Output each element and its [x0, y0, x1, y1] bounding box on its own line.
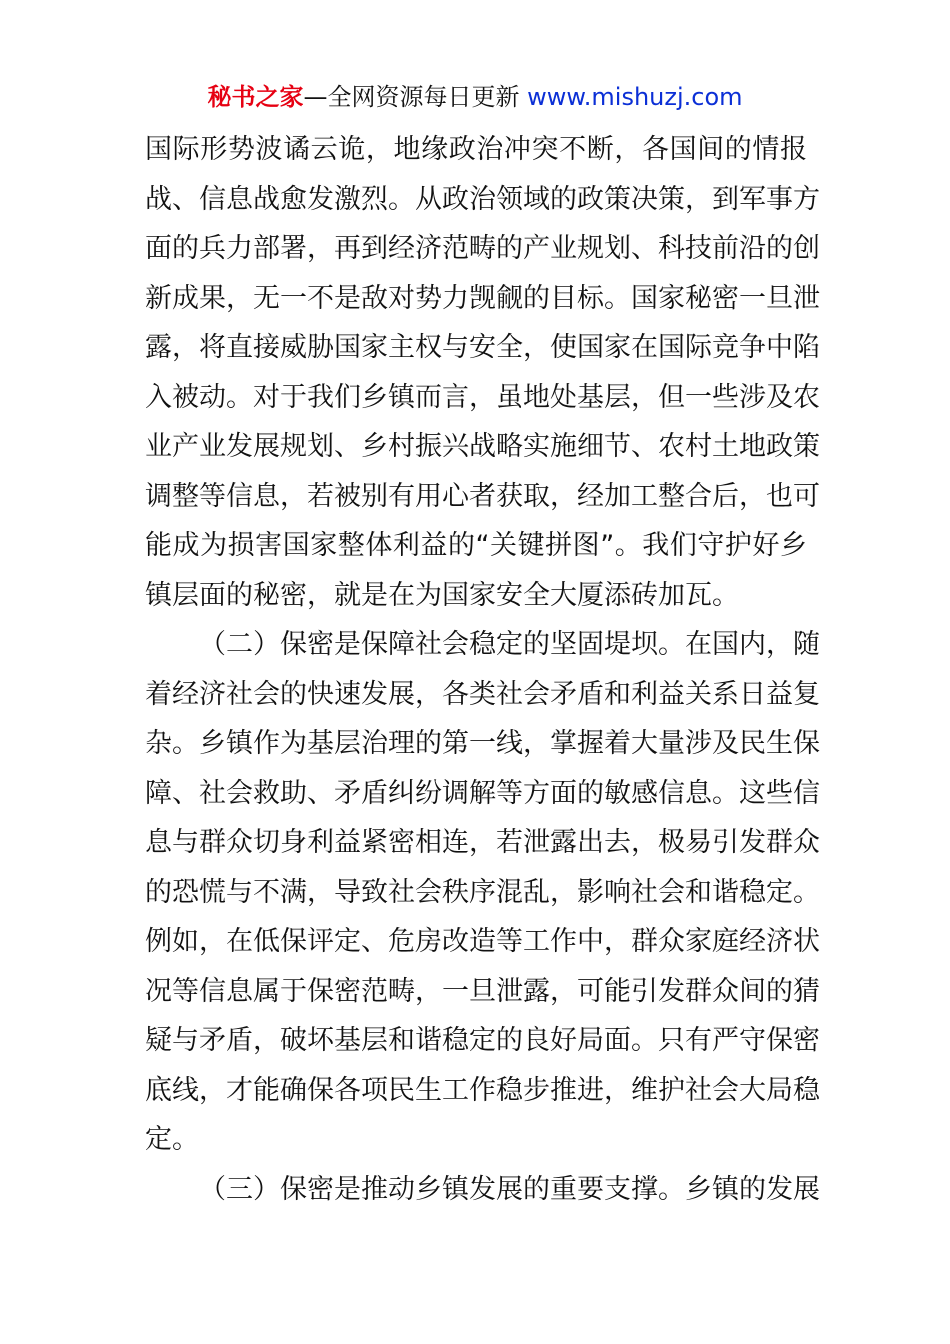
text-line: 国际形势波谲云诡，地缘政治冲突不断，各国间的情报 — [145, 134, 807, 165]
text-line: 况等信息属于保密范畴，一旦泄露，可能引发群众间的猜 — [145, 975, 820, 1007]
text-line: 疑与矛盾，破坏基层和谐稳定的良好局面。只有严守保密 — [145, 1025, 820, 1056]
header-brand: 秘书之家 — [207, 83, 304, 111]
text-line: 杂。乡镇作为基层治理的第一线，掌握着大量涉及民生保 — [145, 728, 820, 759]
section-heading-line: （二）保密是保障社会稳定的坚固堤坝。在国内，随 — [199, 629, 820, 660]
text-line: 的恐慌与不满，导致社会秩序混乱，影响社会和谐稳定。 — [145, 876, 820, 908]
header-tagline: —全网资源每日更新 — [303, 83, 528, 111]
text-line: 战、信息战愈发激烈。从政治领域的政策决策，到军事方 — [145, 183, 820, 215]
text-line: 底线，才能确保各项民生工作稳步推进，维护社会大局稳 — [145, 1074, 820, 1106]
text-line: 镇层面的秘密，就是在为国家安全大厦添砖加瓦。 — [145, 579, 739, 611]
text-line: 面的兵力部署，再到经济范畴的产业规划、科技前沿的创 — [145, 233, 820, 264]
text-line: 业产业发展规划、乡村振兴战略实施细节、农村土地政策 — [145, 431, 820, 462]
text-line: 露，将直接威胁国家主权与安全，使国家在国际竞争中陷 — [145, 332, 820, 363]
text-line: 新成果，无一不是敌对势力觊觎的目标。国家秘密一旦泄 — [145, 282, 820, 314]
section-heading-line: （三）保密是推动乡镇发展的重要支撑。乡镇的发展 — [199, 1173, 820, 1205]
text-line: 例如，在低保评定、危房改造等工作中，群众家庭经济状 — [145, 926, 820, 957]
text-line: 着经济社会的快速发展，各类社会矛盾和利益关系日益复 — [145, 678, 820, 710]
header-site-url[interactable]: www.mishuzj.com — [527, 83, 743, 111]
document-body — [145, 125, 820, 1214]
text-line: 障、社会救助、矛盾纠纷调解等方面的敏感信息。这些信 — [145, 777, 820, 809]
text-line: 定。 — [145, 1124, 199, 1155]
text-line: 能成为损害国家整体利益的“关键拼图”。我们守护好乡 — [145, 530, 807, 561]
text-line: 入被动。对于我们乡镇而言，虽地处基层，但一些涉及农 — [145, 381, 820, 413]
page-header — [0, 80, 950, 114]
text-line: 调整等信息，若被别有用心者获取，经加工整合后，也可 — [145, 480, 820, 512]
text-line: 息与群众切身利益紧密相连，若泄露出去，极易引发群众 — [145, 827, 820, 858]
